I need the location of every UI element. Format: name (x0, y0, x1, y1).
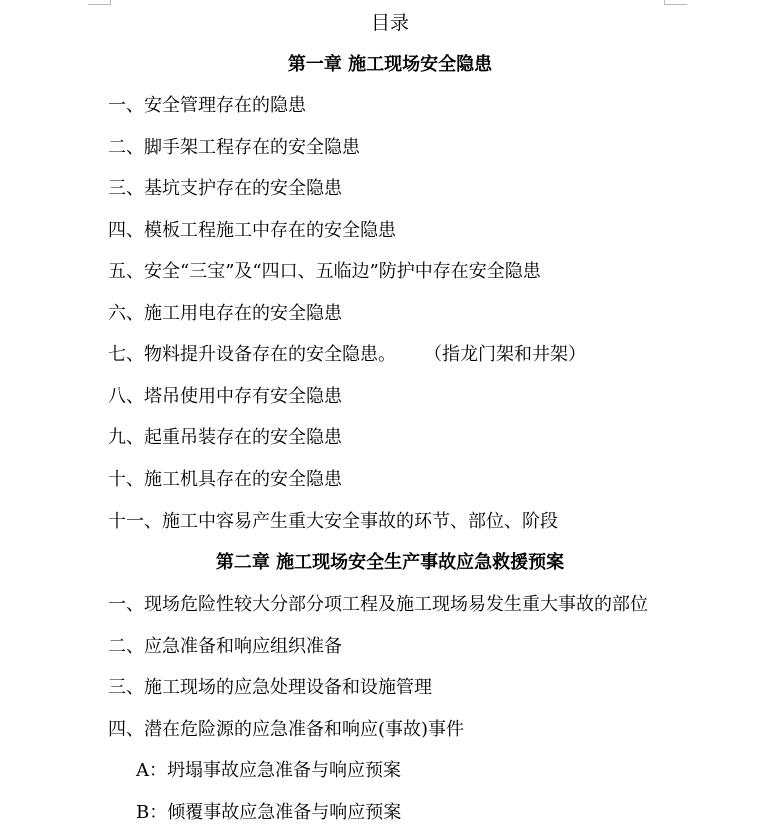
toc-entry: 四、模板工程施工中存在的安全隐患 (108, 220, 396, 241)
toc-subentry: B：倾覆事故应急准备与响应预案 (136, 802, 402, 823)
chapter-1-heading: 第一章 施工现场安全隐患 (287, 54, 493, 75)
toc-entry-with-note (108, 342, 586, 368)
toc-entry: 三、基坑支护存在的安全隐患 (108, 178, 342, 199)
page-corner-mark-left (88, 0, 111, 5)
toc-entry: 三、施工现场的应急处理设备和设施管理 (108, 677, 432, 698)
toc-entry: 九、起重吊装存在的安全隐患 (108, 427, 342, 448)
toc-entry: 一、现场危险性较大分部分项工程及施工现场易发生重大事故的部位 (108, 594, 648, 615)
toc-entry: 四、潜在危险源的应急准备和响应(事故)事件 (108, 719, 465, 740)
chapter-2-heading: 第二章 施工现场安全生产事故应急救援预案 (215, 552, 565, 573)
toc-entry: 五、安全“三宝”及“四口、五临边”防护中存在安全隐患 (108, 261, 541, 282)
toc-subentry: A：坍塌事故应急准备与响应预案 (136, 760, 401, 781)
toc-entry-text: 七、物料提升设备存在的安全隐患。 (108, 344, 396, 365)
toc-entry: 二、应急准备和响应组织准备 (108, 636, 342, 657)
toc-entry: 八、塔吊使用中存有安全隐患 (108, 386, 342, 407)
toc-entry: 十一、施工中容易产生重大安全事故的环节、部位、阶段 (108, 511, 558, 532)
toc-entry: 十、施工机具存在的安全隐患 (108, 469, 342, 490)
toc-title: 目录 (370, 12, 409, 34)
page-corner-mark-right (664, 0, 687, 5)
toc-entry-note: （指龙门架和井架） (424, 344, 586, 365)
toc-entry: 二、脚手架工程存在的安全隐患 (108, 137, 360, 158)
toc-entry: 六、施工用电存在的安全隐患 (108, 303, 342, 324)
toc-entry: 一、安全管理存在的隐患 (108, 95, 306, 116)
